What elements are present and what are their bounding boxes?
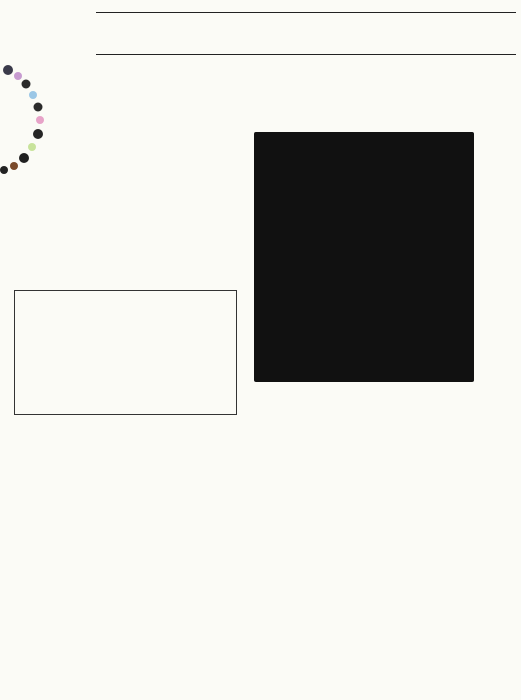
title-rule-top — [96, 12, 516, 13]
pendant-pattern — [250, 124, 480, 679]
title-rule-bottom — [96, 54, 516, 55]
bracelet-photo — [0, 50, 50, 175]
crystal-list — [135, 293, 163, 304]
bead-palette — [14, 290, 237, 415]
weaving-scheme-diagram — [134, 516, 246, 666]
